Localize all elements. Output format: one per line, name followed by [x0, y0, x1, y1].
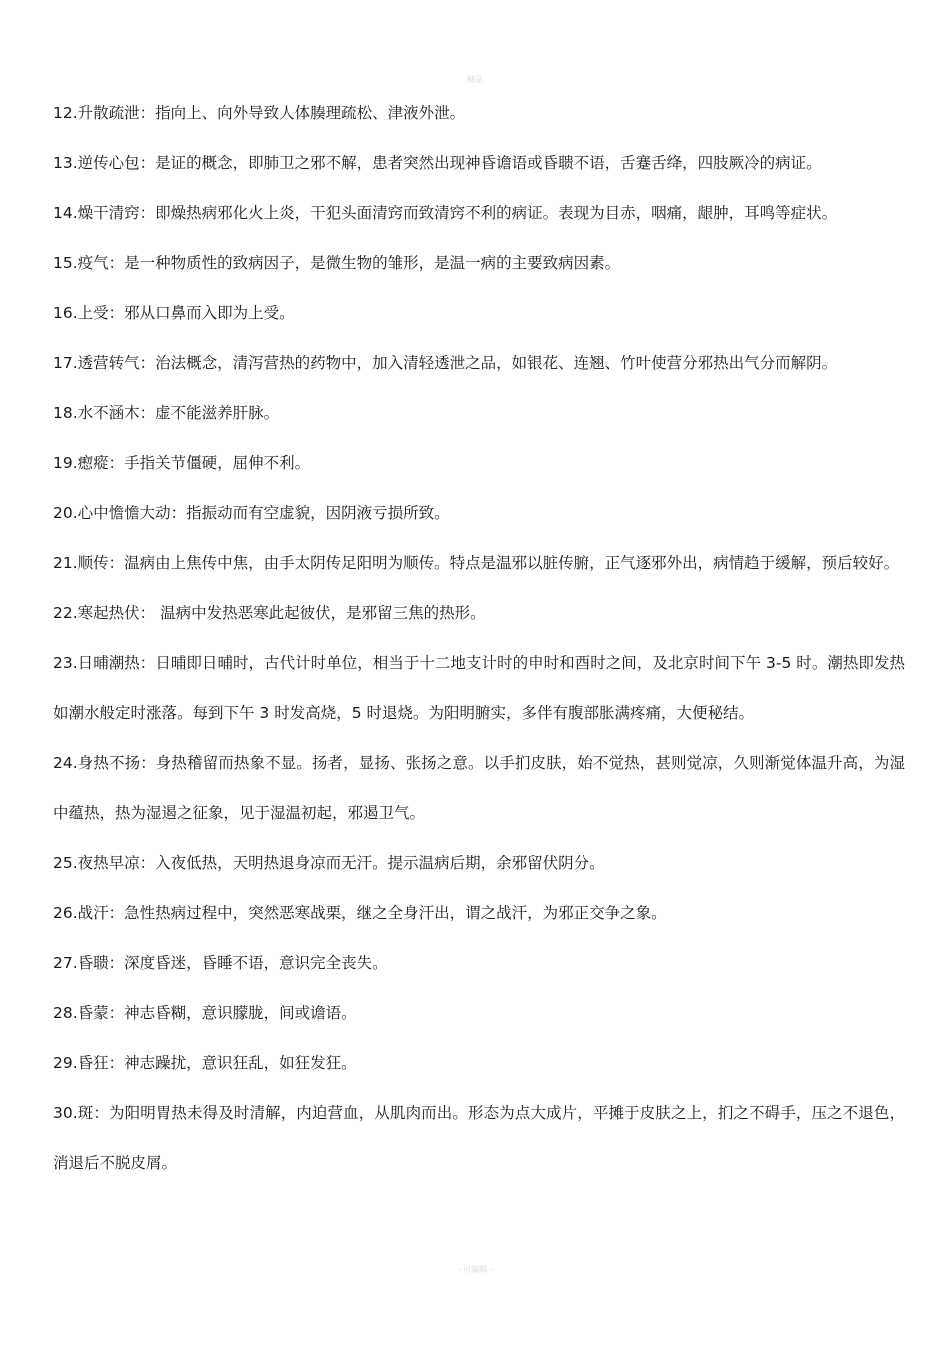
term-entry-28: 28.昏蒙：神志昏糊，意识朦胧，间或谵语。 [53, 1004, 357, 1022]
footer-watermark: - 可编辑 - [457, 1265, 493, 1274]
term-entry-29: 29.昏狂：神志躁扰，意识狂乱，如狂发狂。 [53, 1054, 357, 1072]
term-entry-22: 22.寒起热伏： 温病中发热恶寒此起彼伏，是邪留三焦的热形。 [53, 604, 486, 622]
term-entry-15: 15.疫气：是一种物质性的致病因子，是微生物的雏形，是温一病的主要致病因素。 [53, 254, 621, 272]
term-entry-20: 20.心中憺憺大动：指振动而有空虚貌，因阴液亏损所致。 [53, 504, 450, 522]
term-entry-21: 21.顺传：温病由上焦传中焦，由手太阴传足阳明为顺传。特点是温邪以脏传腑，正气逐邪外出，病情趋于缓解，预后较好。 [53, 554, 900, 572]
term-entry-14: 14.燥干清窍：即燥热病邪化火上炎，干犯头面清窍而致清窍不利的病证。表现为目赤，咽痛，龈肿，耳鸣等症状。 [53, 204, 838, 222]
term-definition-list [53, 88, 905, 1188]
term-entry-25: 25.夜热早凉：入夜低热，天明热退身凉而无汗。提示温病后期，余邪留伏阴分。 [53, 854, 605, 872]
header-watermark: 精品 [467, 75, 483, 84]
term-entry-19: 19.瘛瘲：手指关节僵硬，屈伸不利。 [53, 454, 311, 472]
term-entry-27: 27.昏聩：深度昏迷，昏睡不语，意识完全丧失。 [53, 954, 388, 972]
term-entry-26: 26.战汗：急性热病过程中，突然恶寒战栗，继之全身汗出，谓之战汗，为邪正交争之象。 [53, 904, 667, 922]
term-entry-18: 18.水不涵木：虚不能滋养肝脉。 [53, 404, 280, 422]
term-entry-30: 30.斑：为阳明胃热未得及时清解，内迫营血，从肌肉而出。形态为点大成片，平摊于皮肤之上，扪之不碍手，压之不退色，消退后不脱皮屑。 [53, 1104, 905, 1172]
term-entry-12: 12.升散疏泄：指向上、向外导致人体腠理疏松、津液外泄。 [53, 104, 466, 122]
term-entry-24: 24.身热不扬：身热稽留而热象不显。扬者，显扬、张扬之意。以手扪皮肤，始不觉热，甚则觉凉，久则渐觉体温升高，为湿中蕴热，热为湿遏之征象，见于湿温初起，邪遏卫气。 [53, 754, 905, 822]
term-entry-17: 17.透营转气：治法概念，清泻营热的药物中，加入清轻透泄之品，如银花、连翘、竹叶使营分邪热出气分而解阴。 [53, 354, 838, 372]
term-entry-13: 13.逆传心包：是证的概念，即肺卫之邪不解，患者突然出现神昏谵语或昏聩不语，舌蹇舌绛，四肢厥冷的病证。 [53, 154, 822, 172]
term-entry-16: 16.上受：邪从口鼻而入即为上受。 [53, 304, 295, 322]
term-entry-23: 23.日晡潮热：日晡即日晡时，古代计时单位，相当于十二地支计时的申时和酉时之间，及北京时间下午 3-5 时。潮热即发热如潮水般定时涨落。每到下午 3 时发高烧，5 时退烧。为阳明腑实，多伴有腹部胀满疼痛，大便秘结。 [53, 654, 905, 722]
